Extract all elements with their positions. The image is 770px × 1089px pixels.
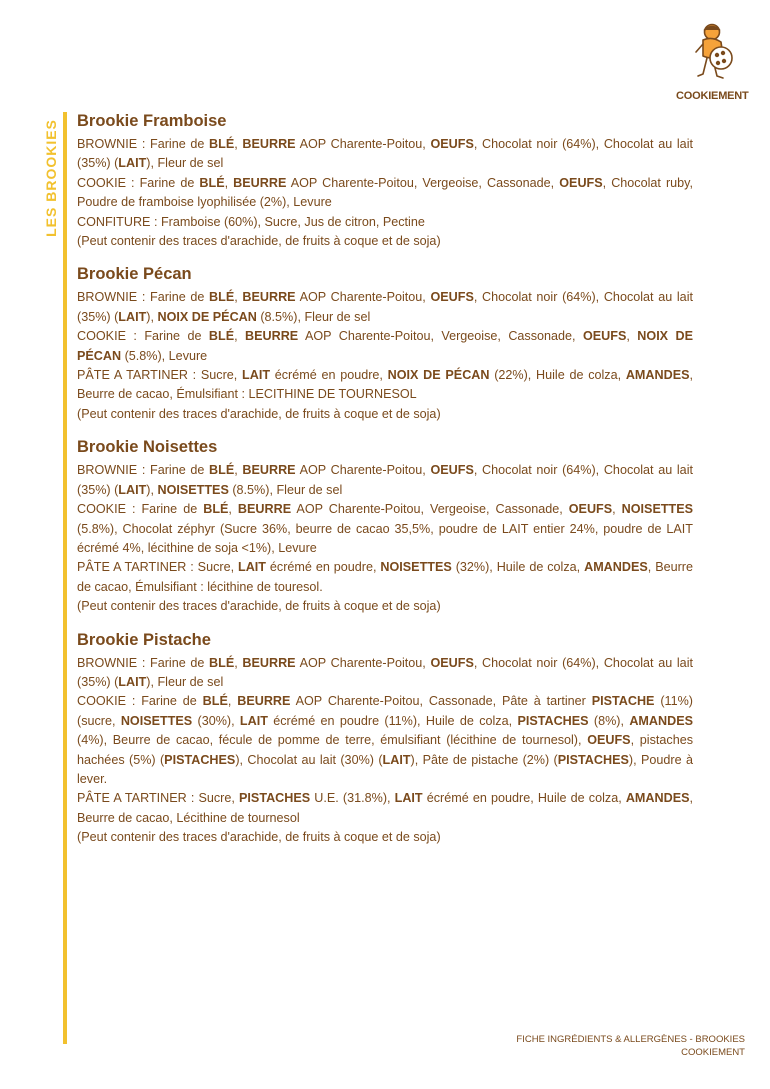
ingredient-text: (4%), Beurre de cacao, fécule de pomme de terre, émulsifiant (lécithine de tournesol), (77, 733, 588, 748)
allergen-text: NOISETTES (380, 560, 452, 575)
ingredient-line (77, 500, 693, 558)
ingredient-text: (30%), (192, 713, 240, 728)
ingredient-text: AOP Charente-Poitou, (295, 463, 431, 478)
ingredient-text: (22%), Huile de colza, (489, 368, 626, 383)
ingredient-line (77, 232, 693, 251)
ingredient-text: , Chocolat noir (64%), Chocolat au lait (35%) ( (77, 463, 693, 497)
ingredient-text: AOP Charente-Poitou, Cassonade, Pâte à tartiner (290, 694, 592, 709)
allergen-text: OEUFS (582, 329, 627, 344)
ingredient-text: ), (146, 482, 158, 497)
ingredient-line (77, 288, 693, 327)
ingredient-text: COOKIE : Farine de (77, 329, 209, 344)
ingredient-line (77, 135, 693, 174)
allergen-text: LAIT (118, 156, 147, 171)
ingredient-text: (Peut contenir des traces d'arachide, de fruits à coque et de soja) (77, 406, 441, 421)
ingredient-text: , Chocolat ruby, Poudre de framboise lyophilisée (2%), Levure (77, 175, 694, 210)
ingredient-text: CONFITURE : Framboise (60%), Sucre, Jus de citron, Pectine (77, 214, 425, 229)
ingredient-text: BROWNIE : Farine de (77, 655, 210, 670)
ingredient-text: AOP Charente-Poitou, Vergeoise, Cassonade, (298, 329, 583, 344)
allergen-text: NOISETTES (621, 502, 694, 517)
ingredient-text: (8.5%), Fleur de sel (228, 482, 343, 497)
ingredient-line (77, 213, 693, 232)
allergen-text: BEURRE (237, 694, 291, 709)
ingredient-text: (Peut contenir des traces d'arachide, de fruits à coque et de soja) (77, 830, 441, 845)
ingredient-text: ), Poudre à lever. (77, 752, 693, 786)
section-side-label: LES BROOKIES (43, 119, 59, 237)
allergen-text: OEUFS (430, 463, 474, 478)
ingredient-line (77, 654, 693, 693)
allergen-text: BLÉ (209, 290, 235, 305)
allergen-text: PISTACHE (591, 694, 655, 709)
allergen-text: NOISETTES (157, 482, 229, 497)
ingredient-text: , (612, 502, 622, 517)
allergen-text: PISTACHES (239, 791, 311, 806)
ingredient-line (77, 828, 693, 847)
ingredient-line (77, 366, 693, 405)
allergen-text: NOISETTES (120, 713, 193, 728)
ingredient-text: ), Chocolat au lait (30%) ( (235, 752, 383, 767)
ingredient-text: , Beurre de cacao, Émulsifiant : LECITHINE DE TOURNESOL (77, 368, 693, 402)
allergen-text: AMANDES (625, 791, 690, 806)
ingredient-text: , (227, 694, 238, 709)
allergen-text: OEUFS (568, 502, 613, 517)
allergen-text: BLÉ (209, 137, 235, 151)
allergen-text: OEUFS (430, 137, 474, 151)
allergen-text: BEURRE (242, 290, 296, 305)
ingredient-line (77, 174, 693, 213)
ingredient-text: (5.8%), Chocolat zéphyr (Sucre 36%, beurre de cacao 35,5%, poudre de LAIT entier 24%, poudre de LAIT écrémé 4%, lécithine de soja <1%), Levure (77, 521, 693, 555)
ingredient-line (77, 558, 693, 597)
allergen-text: PISTACHES (557, 752, 629, 767)
allergen-text: BEURRE (242, 655, 296, 670)
allergen-text: BLÉ (203, 502, 229, 517)
ingredient-text: BROWNIE : Farine de (77, 137, 210, 151)
ingredient-text: , (234, 655, 243, 670)
ingredient-text: , (234, 329, 246, 344)
ingredient-text: (32%), Huile de colza, (451, 560, 585, 575)
ingredient-text: , (228, 502, 238, 517)
product-title: Brookie Pistache (77, 630, 211, 649)
allergen-text: LAIT (239, 713, 268, 728)
footer-brand: COOKIEMENT (681, 1047, 745, 1058)
ingredient-text: , Beurre de cacao, Émulsifiant : lécithine de touresol. (77, 560, 693, 594)
product-section (77, 631, 693, 848)
allergen-text: BLÉ (202, 694, 228, 709)
ingredient-text: (Peut contenir des traces d'arachide, de fruits à coque et de soja) (77, 599, 441, 614)
product-title: Brookie Noisettes (77, 438, 218, 457)
allergen-text: NOIX DE PÉCAN (387, 368, 490, 383)
ingredient-text: AOP Charente-Poitou, Vergeoise, Cassonade, (291, 502, 569, 517)
product-title: Brookie Pécan (77, 265, 192, 284)
ingredient-line (77, 692, 693, 789)
allergen-text: LAIT (394, 791, 423, 806)
footer-document-title: FICHE INGRÉDIENTS & ALLERGÈNES - BROOKIES (516, 1034, 745, 1045)
allergen-text: LAIT (382, 752, 411, 767)
allergen-text: OEUFS (430, 655, 474, 670)
ingredient-text: , pistaches hachées (5%) ( (77, 733, 693, 767)
allergen-text: BLÉ (199, 175, 225, 190)
side-accent-bar (63, 112, 67, 1044)
allergen-text: LAIT (242, 368, 271, 383)
ingredient-text: , Chocolat noir (64%), Chocolat au lait (35%) ( (77, 655, 693, 689)
ingredient-text: ), Fleur de sel (146, 674, 224, 689)
ingredient-line (77, 597, 693, 616)
ingredient-text: AOP Charente-Poitou, (295, 137, 431, 151)
ingredient-text: PÂTE A TARTINER : Sucre, (77, 560, 238, 575)
allergen-text: AMANDES (625, 368, 690, 383)
ingredient-text: (8%), (588, 713, 630, 728)
allergen-text: AMANDES (584, 560, 648, 575)
ingredient-text: , (234, 463, 243, 478)
ingredient-text: COOKIE : Farine de (77, 694, 203, 709)
ingredient-text: ), Pâte de pistache (2%) ( (410, 752, 558, 767)
ingredient-text: écrémé en poudre (11%), Huile de colza, (267, 713, 518, 728)
ingredient-text: , (234, 137, 243, 151)
allergen-text: LAIT (118, 674, 147, 689)
allergen-text: BEURRE (242, 137, 296, 151)
ingredient-text: , Chocolat noir (64%), Chocolat au lait (35%) ( (77, 137, 693, 171)
allergen-text: PISTACHES (517, 713, 589, 728)
ingredient-text: U.E. (31.8%), (310, 791, 395, 806)
cookie-mascot-icon (690, 22, 736, 86)
allergen-text: BEURRE (233, 175, 287, 190)
ingredient-text: PÂTE A TARTINER : Sucre, (77, 791, 240, 806)
ingredient-line (77, 327, 693, 366)
ingredient-text: PÂTE A TARTINER : Sucre, (77, 368, 243, 383)
product-title: Brookie Framboise (77, 112, 227, 130)
ingredient-text: (5.8%), Levure (121, 348, 208, 363)
product-section (77, 265, 693, 424)
allergen-text: BLÉ (209, 463, 235, 478)
ingredient-text: AOP Charente-Poitou, (295, 655, 431, 670)
ingredient-text: BROWNIE : Farine de (77, 463, 210, 478)
ingredient-text: écrémé en poudre, Huile de colza, (422, 791, 626, 806)
ingredient-text: AOP Charente-Poitou, (295, 290, 431, 305)
ingredient-text: écrémé en poudre, (270, 368, 388, 383)
product-section (77, 112, 693, 251)
allergen-text: NOIX DE PÉCAN (77, 329, 694, 363)
product-list (77, 112, 693, 862)
allergen-text: LAIT (118, 309, 147, 324)
allergen-text: PISTACHES (164, 752, 236, 767)
ingredient-text: ), (146, 309, 158, 324)
allergen-text: LAIT (118, 482, 147, 497)
allergen-text: NOIX DE PÉCAN (157, 309, 257, 324)
ingredient-text: (8.5%), Fleur de sel (256, 309, 371, 324)
brand-wordmark: COOKIEMENT (676, 90, 749, 102)
brand-logo (676, 22, 748, 106)
allergen-text: OEUFS (430, 290, 474, 305)
ingredient-text: (Peut contenir des traces d'arachide, de fruits à coque et de soja) (77, 234, 441, 249)
allergen-text: LAIT (238, 560, 266, 575)
ingredient-text: BROWNIE : Farine de (77, 290, 210, 305)
allergen-text: OEUFS (587, 733, 631, 748)
ingredient-text: ), Fleur de sel (146, 156, 224, 171)
ingredient-line (77, 461, 693, 500)
page-footer (516, 1033, 745, 1059)
product-section (77, 438, 693, 616)
allergen-text: AMANDES (629, 713, 693, 728)
allergen-text: BLÉ (209, 655, 235, 670)
ingredient-text: écrémé en poudre, (265, 560, 381, 575)
ingredient-text: , Chocolat noir (64%), Chocolat au lait (35%) ( (77, 290, 693, 324)
ingredient-text: , (234, 290, 243, 305)
allergen-text: BEURRE (245, 329, 299, 344)
ingredient-text: COOKIE : Farine de (77, 502, 204, 517)
allergen-text: BLÉ (208, 329, 235, 344)
ingredient-text: , (224, 175, 234, 190)
ingredient-text: (11%) (sucre, (77, 694, 693, 728)
ingredient-text: , (626, 329, 638, 344)
allergen-text: OEUFS (559, 175, 603, 190)
ingredient-line (77, 405, 693, 424)
ingredient-text: , Beurre de cacao, Lécithine de tournesol (77, 791, 693, 825)
allergen-text: BEURRE (242, 463, 296, 478)
ingredient-text: AOP Charente-Poitou, Vergeoise, Cassonade, (286, 175, 560, 190)
allergen-text: BEURRE (237, 502, 292, 517)
ingredient-line (77, 789, 693, 828)
ingredient-text: COOKIE : Farine de (77, 175, 200, 190)
